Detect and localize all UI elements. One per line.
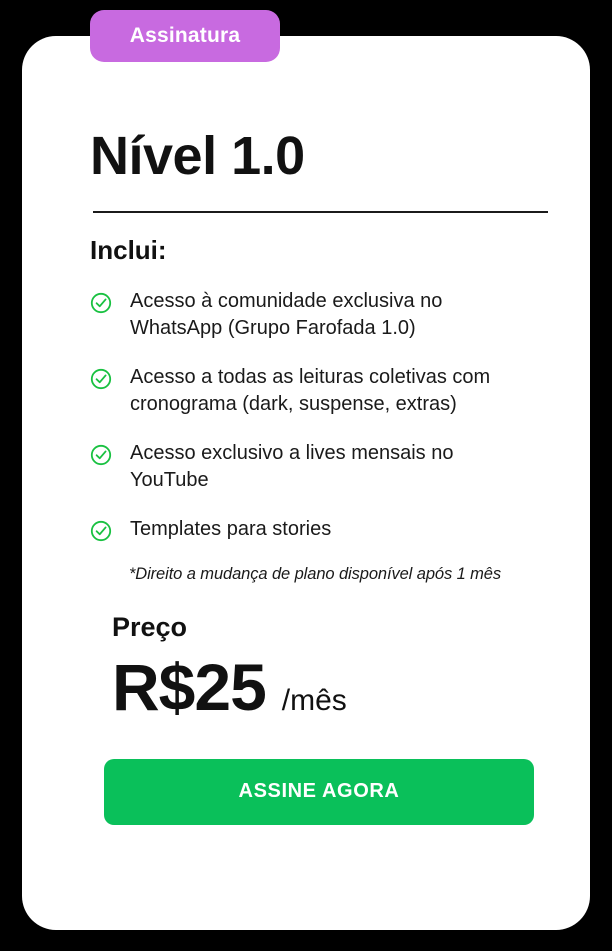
price-label: Preço <box>112 611 188 642</box>
price-row <box>112 649 550 725</box>
includes-heading: Inclui: <box>90 234 167 265</box>
list-item <box>90 364 550 418</box>
list-item <box>90 516 550 543</box>
subscribe-button[interactable]: ASSINE AGORA <box>104 759 534 825</box>
plan-change-note: *Direito a mudança de plano disponível após 1 mês <box>128 564 502 583</box>
price-period: /mês <box>281 683 347 717</box>
check-circle-icon <box>90 368 112 390</box>
check-circle-icon <box>90 520 112 542</box>
check-circle-icon <box>90 292 112 314</box>
feature-text: Acesso a todas as leituras coletivas com cronograma (dark, suspense, extras) <box>130 365 491 415</box>
feature-text: Acesso à comunidade exclusiva no WhatsApp (Grupo Farofada 1.0) <box>130 289 443 339</box>
list-item <box>90 440 550 494</box>
list-item <box>90 288 550 342</box>
status-badge-label: Assinatura <box>129 24 241 47</box>
feature-text: Templates para stories <box>130 517 332 540</box>
feature-text: Acesso exclusivo a lives mensais no YouTube <box>130 441 454 491</box>
plan-title: Nível 1.0 <box>90 126 305 186</box>
price-value: R$25 <box>112 649 266 724</box>
pricing-card <box>22 36 590 930</box>
feature-list <box>90 288 550 543</box>
card-content <box>90 100 550 825</box>
check-circle-icon <box>90 444 112 466</box>
status-badge <box>90 10 280 62</box>
title-divider <box>93 211 548 213</box>
